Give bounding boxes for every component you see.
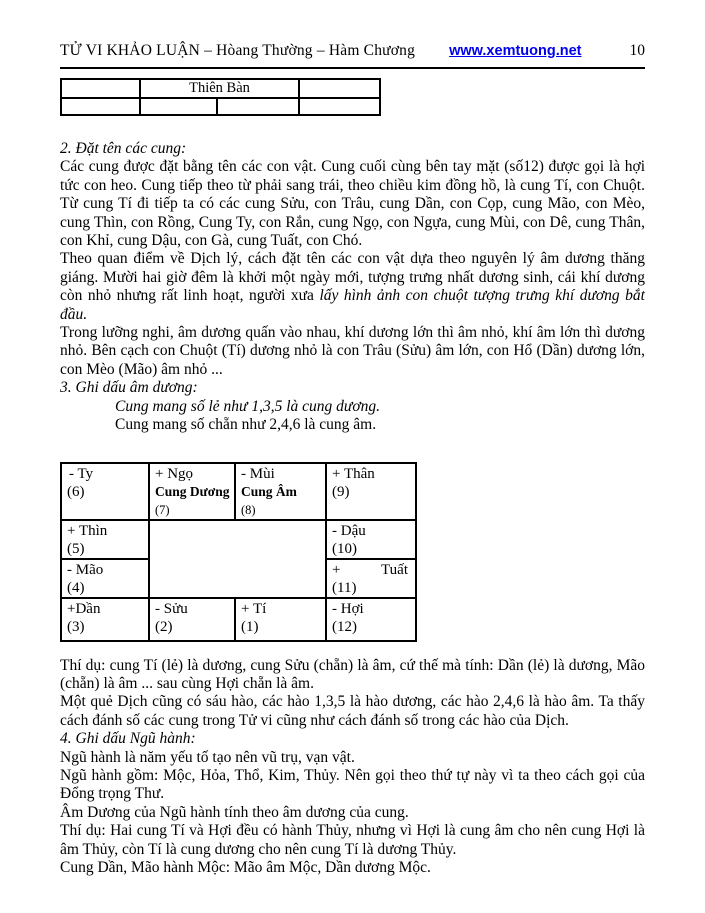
section-2-heading: 2. Đặt tên các cung: [60, 140, 187, 157]
document-title: TỬ VI KHẢO LUẬN – Hòang Thường – Hàm Chương [60, 42, 416, 59]
section-4-heading: 4. Ghi dấu Ngũ hành: [60, 730, 196, 748]
thien-ban-table [60, 78, 381, 116]
paragraph-luong-nghi: Trong lưỡng nghi, âm dương quấn vào nhau, khí dương lớn thì âm nhỏ, khí âm lớn thì dương nhỏ. Bên cạch con Chuột (Tí) dương nhỏ là con Trâu (Sửu) âm lớn, con Hổ (Dần) dương lớn, con Mèo (Mão) âm nhỏ ... [60, 324, 645, 378]
rule-even-cung: Cung mang số chẵn như 2,4,6 là cung âm. [115, 416, 377, 434]
paragraph-thidu-1: Thí dụ: cung Tí (lẻ) là dương, cung Sửu (chẵn) là âm, cứ thế mà tính: Dần (lẻ) là dương, Mão (chẵn) là âm ... sau cùng Hợi chẵn là âm. [60, 656, 645, 692]
dich-ly-regular: Theo quan điểm về Dịch lý, cách đặt tên các con vật dựa theo nguyên lý âm dương thăng giáng. Mười hai giờ đêm là khởi một ngày mới, tượng trưng nhất dương sinh, cái khí dương còn nhỏ nhưng rất linh hoạt, người xưa [60, 250, 645, 305]
paragraph-cung-dan: Cung Dần, Mão hành Mộc: Mão âm Mộc, Dần dương Mộc. [60, 858, 431, 876]
cell-thin: + Thìn (5) [61, 520, 149, 559]
cell-ngo: + Ngọ Cung Dương (7) [149, 463, 235, 520]
dich-ly-italic: lấy hình ảnh con chuột tượng trưng khí dương bắt đầu. [60, 287, 645, 323]
cell-hoi: - Hợi (12) [326, 598, 416, 641]
cell-ty: - Ty (6) [61, 463, 149, 520]
cung-duong-label: Cung Dương [155, 483, 230, 499]
section-3-heading: 3. Ghi dấu âm dương: [60, 379, 198, 397]
thien-ban-cell-empty [299, 79, 380, 98]
cell-ti: + Tí (1) [235, 598, 326, 641]
thien-ban-cell-empty [61, 98, 140, 115]
cell-dau: - Dậu (10) [326, 520, 416, 559]
paragraph-nguhanh-1: Ngũ hành là năm yếu tố tạo nên vũ trụ, vạn vật. [60, 748, 355, 766]
cell-mao: - Mão (4) [61, 559, 149, 598]
paragraph-nguhanh-2: Ngũ hành gồm: Mộc, Hỏa, Thổ, Kim, Thủy. Nên gọi theo thứ tự này vì ta theo cách gọi của Đổng trọng Thư. [60, 766, 645, 803]
page-number: 10 [629, 42, 645, 59]
paragraph-naming-cungs: Các cung được đặt bằng tên các con vật. Cung cuối cùng bên tay mặt (số12) được gọi là hợi tức con heo. Cung tiếp theo từ phải sang trái, theo chiều kim đồng hồ, là cung Tí, con Chuột. Từ cung Tí đi tiếp ta có các cung Sửu, con Trâu, cung Dần, con Cọp, cung Mão, con Mèo, cung Thìn, con Rồng, Cung Ty, con Rắn, cung Ngọ, con Ngựa, cung Mùi, con Dê, cung Thân, con Khỉ, cung Dậu, con Gà, cung Tuất, con Chó. [60, 158, 645, 250]
thien-ban-cell-empty [140, 98, 217, 115]
rule-odd-cung: Cung mang số lẻ như 1,3,5 là cung dương. [115, 397, 380, 415]
cung-am-label: Cung Âm [241, 483, 297, 499]
thien-ban-cell-empty [299, 98, 380, 115]
body-text [60, 140, 645, 435]
paragraph-dich-ly [60, 250, 645, 324]
cell-tuat: + Tuất (11) [326, 559, 416, 598]
paragraph-nguhanh-3: Âm Dương của Ngũ hành tính theo âm dương của cung. [60, 803, 409, 821]
header-divider [60, 67, 645, 69]
cell-center-empty [149, 520, 326, 598]
cell-mui: - Mùi Cung Âm (8) [235, 463, 326, 520]
paragraph-thidu-2: Thí dụ: Hai cung Tí và Hợi đều có hành Thủy, nhưng vì Hợi là cung âm cho nên cung Hợi là âm Thủy, còn Tí là cung dương cho nên cung Tí là dương Thủy. [60, 822, 645, 858]
thien-ban-cell-empty [217, 98, 299, 115]
body-text-lower [60, 657, 645, 878]
cell-dan: +Dần (3) [61, 598, 149, 641]
cung-table [60, 462, 417, 642]
thien-ban-caption: Thiên Bàn [140, 79, 299, 98]
thien-ban-cell-empty [61, 79, 140, 98]
page-header [60, 42, 645, 60]
cell-than: + Thân (9) [326, 463, 416, 520]
cell-suu: - Sửu (2) [149, 598, 235, 641]
website-link[interactable]: www.xemtuong.net [449, 43, 582, 59]
paragraph-que-dich: Một quẻ Dịch cũng có sáu hào, các hào 1,3,5 là hào dương, các hào 2,4,6 là hào âm. Ta thấy cách đánh số các cung trong Tử vi cũng như cách đánh số trong các hào của Dịch. [60, 693, 645, 729]
